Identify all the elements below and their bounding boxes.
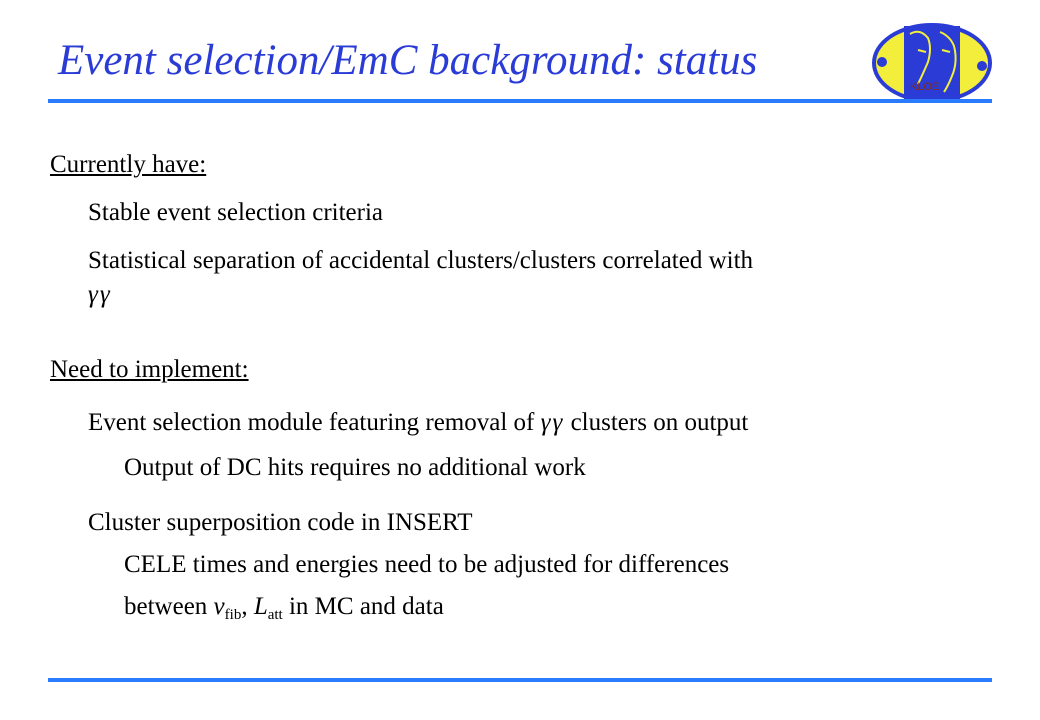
v-subscript: fib xyxy=(224,607,242,623)
list-item: Cluster superposition code in INSERT xyxy=(88,509,473,536)
L-symbol: L xyxy=(253,593,268,620)
gamma-gamma-symbol: γγ xyxy=(88,281,112,308)
item-text-before: Event selection module featuring removal of xyxy=(88,409,535,436)
sub-text-end: in MC and data xyxy=(288,593,444,620)
sub-item: Output of DC hits requires no additional work xyxy=(124,454,586,481)
gamma-gamma-symbol: γγ xyxy=(540,409,565,436)
section-heading-currently: Currently have: xyxy=(50,151,207,178)
comma: , xyxy=(241,593,248,620)
footer-rule xyxy=(48,678,992,682)
section-heading-implement: Need to implement: xyxy=(50,356,249,383)
kloe-logo-icon xyxy=(870,22,994,104)
sub-item xyxy=(124,592,444,622)
item-text-after: clusters on output xyxy=(570,409,749,436)
sub-item: CELE times and energies need to be adjusted for differences xyxy=(124,551,730,578)
v-symbol: v xyxy=(213,593,225,620)
L-subscript: att xyxy=(267,607,283,623)
slide-title: Event selection/EmC background: status xyxy=(58,37,758,84)
list-item xyxy=(88,408,748,438)
list-item: Stable event selection criteria xyxy=(88,199,384,226)
header-rule xyxy=(48,99,992,103)
list-item: Statistical separation of accidental clusters/clusters correlated with xyxy=(88,247,754,274)
svg-text:KLOE: KLOE xyxy=(910,81,940,93)
sub-text-between: between xyxy=(124,593,208,620)
